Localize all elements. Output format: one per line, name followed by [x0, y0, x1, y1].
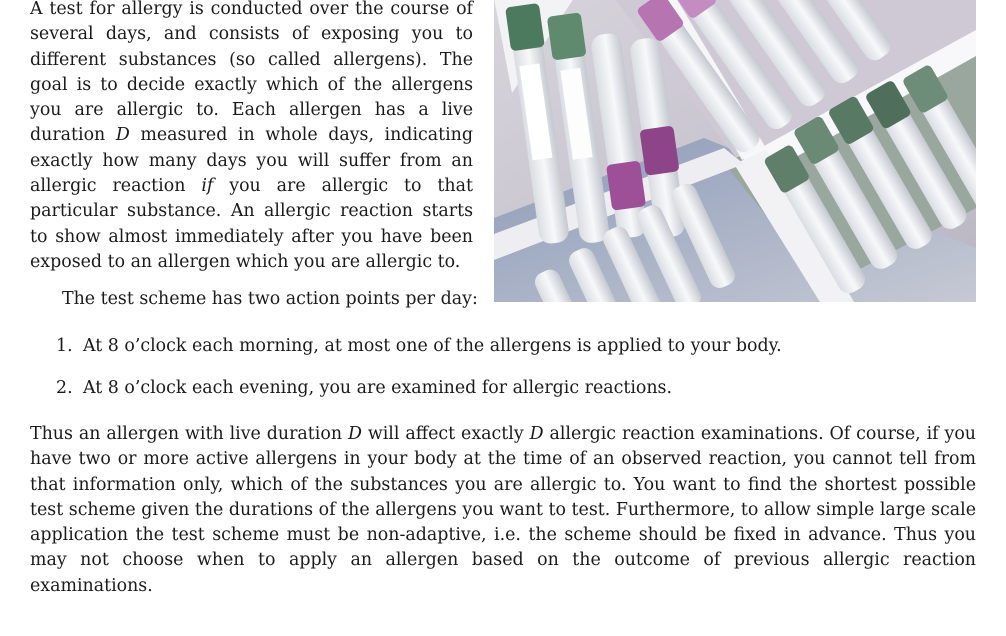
- test-tubes-photo: [494, 0, 976, 302]
- intro-text-part-3: you are allergic to that particular substance. An allergic reaction starts to show almost immediately after you have been exposed to an allergen which you are allergic to.: [30, 176, 473, 272]
- list-item: [30, 334, 976, 359]
- list-item-text: At 8 o’clock each evening, you are examined for allergic reactions.: [83, 377, 673, 398]
- scheme-intro-text: The test scheme has two action points per day:: [62, 289, 478, 309]
- emphasis-if: if: [201, 176, 214, 197]
- action-points-list: [30, 334, 976, 401]
- list-item-number: 1.: [56, 336, 73, 356]
- intro-text-part-2: measured in whole days, indicating exactly how many days you will suffer from an allergic reaction: [30, 125, 473, 197]
- main-paragraph: [30, 422, 976, 599]
- main-text-part-2: will affect exactly: [361, 424, 530, 444]
- variable-d: D: [115, 125, 130, 146]
- variable-d: D: [347, 424, 362, 444]
- main-text-part-3: allergic reaction examinations. Of course, if you have two or more active allergens in your body at the time of an observed reaction, you cannot tell from that information only, which of the substances you are allergic to. You want to find the shortest possible test scheme given the durations of the allergens you want to test. Furthermore, to allow simple large scale application the test scheme must be non-adaptive, i.e. the scheme should be fixed in advance. Thus you may not choose when to apply an allergen based on the outcome of previous allergic reaction examinations.: [30, 424, 977, 596]
- document-page: [30, 0, 976, 636]
- main-text-part-1: Thus an allergen with live duration: [30, 424, 348, 444]
- variable-d: D: [529, 424, 544, 444]
- intro-text-part-1: A test for allergy is conducted over the course of several days, and consists of exposing you to different substances (so called allergens). The goal is to decide exactly which of the allergens you are allergic to. Each allergen has a live duration: [30, 0, 473, 146]
- list-item-text: At 8 o’clock each morning, at most one of the allergens is applied to your body.: [83, 336, 782, 356]
- intro-paragraph: [30, 0, 473, 275]
- list-item-number: 2.: [56, 377, 73, 398]
- test-tubes-image: [494, 0, 976, 302]
- list-item: [30, 376, 976, 401]
